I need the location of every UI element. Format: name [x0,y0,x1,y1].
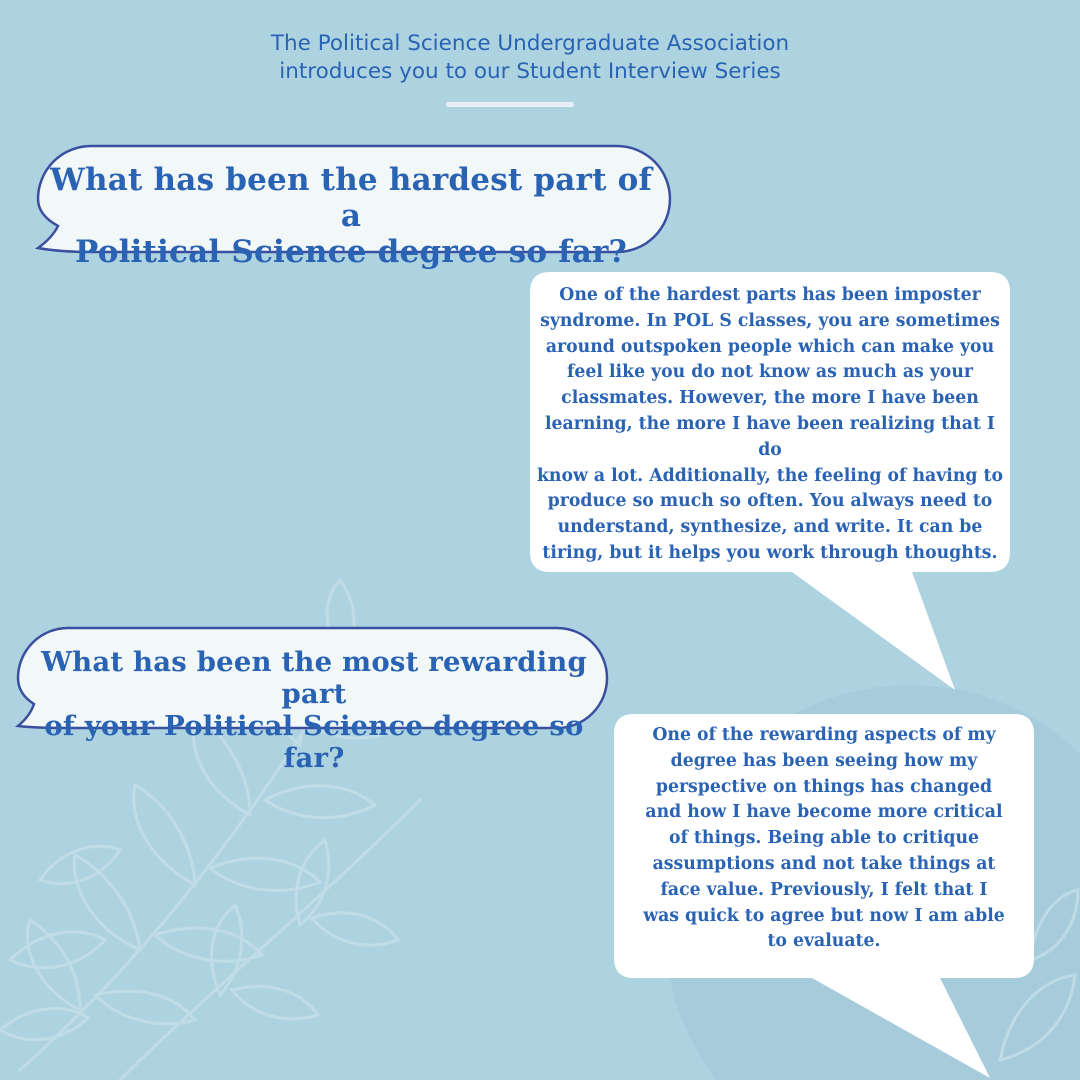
answer-2-line: to evaluate. [767,931,881,952]
answer-2-line: face value. Previously, I felt that I [660,879,988,900]
answer-1-line: tiring, but it helps you work through thoughts. [542,542,998,563]
answer-1-line: syndrome. In POL S classes, you are sometimes [540,310,1000,331]
answer-1-line: understand, synthesize, and write. It can be [557,517,983,538]
answer-1-line: produce so much so often. You always need to [547,491,993,512]
answer-2-text [624,723,1024,955]
answer-2-line: of things. Being able to critique [668,828,980,849]
question-2-line-1: What has been the most rewarding part [41,646,587,710]
question-1-text [46,162,656,270]
answer-1-line: around outspoken people which can make you [545,336,995,357]
header-title [0,30,1060,86]
answer-2-line: degree has been seeing how my [670,750,978,771]
answer-2-line: was quick to agree but now I am able [643,905,1005,926]
question-2-text [24,646,604,774]
answer-1-line: know a lot. Additionally, the feeling of having to [536,465,1004,486]
question-2-line-2: of your Political Science degree so far? [44,710,584,774]
question-1-line-1: What has been the hardest part of a [50,162,652,234]
answer-1-line: One of the hardest parts has been imposter [559,285,981,305]
answer-1-line: feel like you do not know as much as your [566,362,974,383]
header-line-1: The Political Science Undergraduate Association [270,31,790,56]
answer-2-line: assumptions and not take things at [652,853,996,874]
answer-1-line: learning, the more I have been realizing that I do [544,413,996,460]
answer-1-line: classmates. However, the more I have been [561,388,979,409]
answer-2-line: and how I have become more critical [645,802,1003,823]
answer-2-line: One of the rewarding aspects of my [652,725,996,745]
header-line-2: introduces you to our Student Interview Series [279,59,781,84]
answer-2-line: perspective on things has changed [655,776,993,797]
question-1-line-2: Political Science degree so far? [75,234,627,270]
answer-1-text [536,283,1004,567]
header-divider [446,102,574,107]
